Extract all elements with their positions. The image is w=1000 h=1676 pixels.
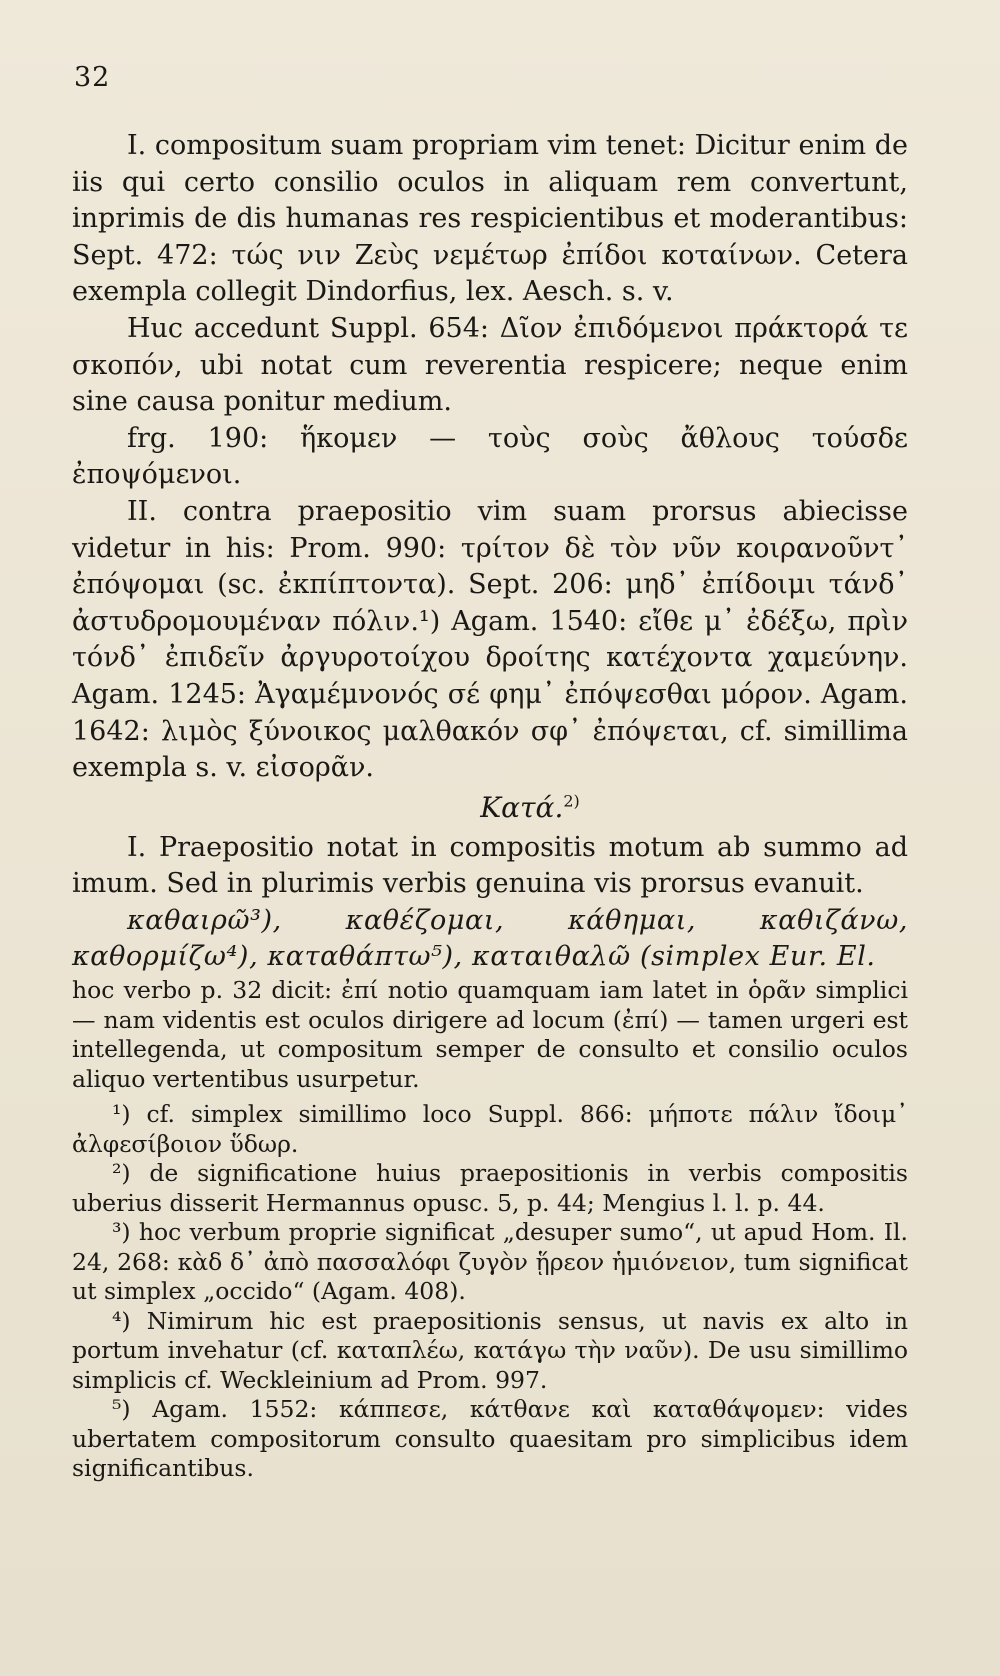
page-number: 32 — [74, 62, 111, 93]
paragraph-5: I. Praepositio notat in compositis motum ab summo ad imum. Sed in plurimis verbis genuina vis prorsus evanuit. — [72, 831, 908, 900]
heading-word: Κατά. — [480, 790, 564, 824]
footnote-mark: ¹) — [112, 1100, 131, 1129]
footnote-text: de significatione huius praepositionis in verbis compositis uberius disserit Hermannus opusc. 5, p. 44; Mengius l. l. p. 44. — [72, 1159, 908, 1217]
footnote-text: cf. simplex simillimo loco Suppl. 866: μήποτε πάλιν ἴδοιμ᾽ ἀλφεσίβοιον ὕδωρ. — [72, 1100, 908, 1158]
footnote-mark: ²) — [112, 1159, 131, 1188]
note-text: hoc verbo p. 32 dicit: ἐπί notio quamquam iam latet in ὁρᾶν simplici — nam videntis est oculos dirigere ad locum (ἐπί) — tamen urgeri est intellegenda, ut compositum semper de consulto et consilio oculos aliquo vertentibus usurpetur. — [72, 976, 908, 1093]
footnote-mark: ⁵) — [112, 1395, 131, 1424]
paragraph-6: καθαιρῶ³), καθέζομαι, κάθημαι, καθιζάνω, καθορμίζω⁴), καταθάπτω⁵), καταιθαλῶ (simplex Eur. El. — [72, 904, 908, 973]
footnote-4 — [72, 1307, 908, 1396]
footnote-2 — [72, 1159, 908, 1218]
footnote-text: hoc verbum proprie significat „desuper sumo“, ut apud Hom. Il. 24, 268: κὰδ δ᾽ ἀπὸ πασσαλόφι ζυγὸν ᾕρεον ἡμιόνειον, tum significat ut simplex „occido“ (Agam. 408). — [72, 1218, 908, 1306]
paragraph-4: II. contra praepositio vim suam prorsus abiecisse videtur in his: Prom. 990: τρίτον δὲ τὸν νῦν κοιρανοῦντ᾽ ἐπόψομαι (sc. ἐκπίπτοντα). Sept. 206: μηδ᾽ ἐπίδοιμι τάνδ᾽ ἀστυδρομουμέναν πόλιν.¹) Agam. 1540: εἴθε μ᾽ ἐδέξω, πρὶν τόνδ᾽ ἐπιδεῖν ἀργυροτοίχου δροίτης κατέχοντα χαμεύνην. Agam. 1245: Ἀγαμέμνονός σέ φημ᾽ ἐπόψεσθαι μόρον. Agam. 1642: λιμὸς ξύνοικος μαλθακόν σφ᾽ ἐπόψεται, cf. simillima exempla s. v. εἰσορᾶν. — [72, 495, 908, 784]
paragraph-2: Huc accedunt Suppl. 654: Δῖον ἐπιδόμενοι πράκτορά τε σκοπόν, ubi notat cum reverentia respicere; neque enim sine causa ponitur medium. — [72, 312, 908, 418]
footnote-3 — [72, 1218, 908, 1307]
footnote-text: Agam. 1552: κάππεσε, κάτθανε καὶ καταθάψομεν: vides ubertatem compositorum consulto quaesitam pro simplicibus idem significantibus. — [72, 1395, 908, 1483]
footnote-mark: ⁴) — [112, 1306, 131, 1335]
footnote-text: Nimirum hic est praepositionis sensus, ut navis ex alto in portum invehatur (cf. καταπλέω, κατάγω τὴν ναῦν). De usu simillimo simplicis cf. Weckleinium ad Prom. 997. — [72, 1306, 908, 1394]
section-heading — [72, 791, 908, 824]
paragraph-3: frg. 190: ἥκομεν — τοὺς σοὺς ἄθλους τούσδε ἐποψόμενοι. — [72, 422, 908, 491]
footnotes — [72, 1100, 908, 1484]
body-text — [72, 128, 908, 1484]
heading-footnote-mark: 2) — [563, 791, 580, 811]
footnote-1 — [72, 1100, 908, 1159]
continued-note — [72, 976, 908, 1094]
main-text — [72, 128, 908, 976]
footnote-mark: ³) — [112, 1218, 131, 1247]
footnote-5 — [72, 1395, 908, 1484]
paragraph-1: I. compositum suam propriam vim tenet: Dicitur enim de iis qui certo consilio oculos in aliquam rem convertunt, inprimis de dis humanas res respicientibus et moderantibus: Sept. 472: τώς νιν Ζεὺς νεμέτωρ ἐπίδοι κοταίνων. Cetera exempla collegit Dindorfius, lex. Aesch. s. v. — [72, 130, 908, 308]
